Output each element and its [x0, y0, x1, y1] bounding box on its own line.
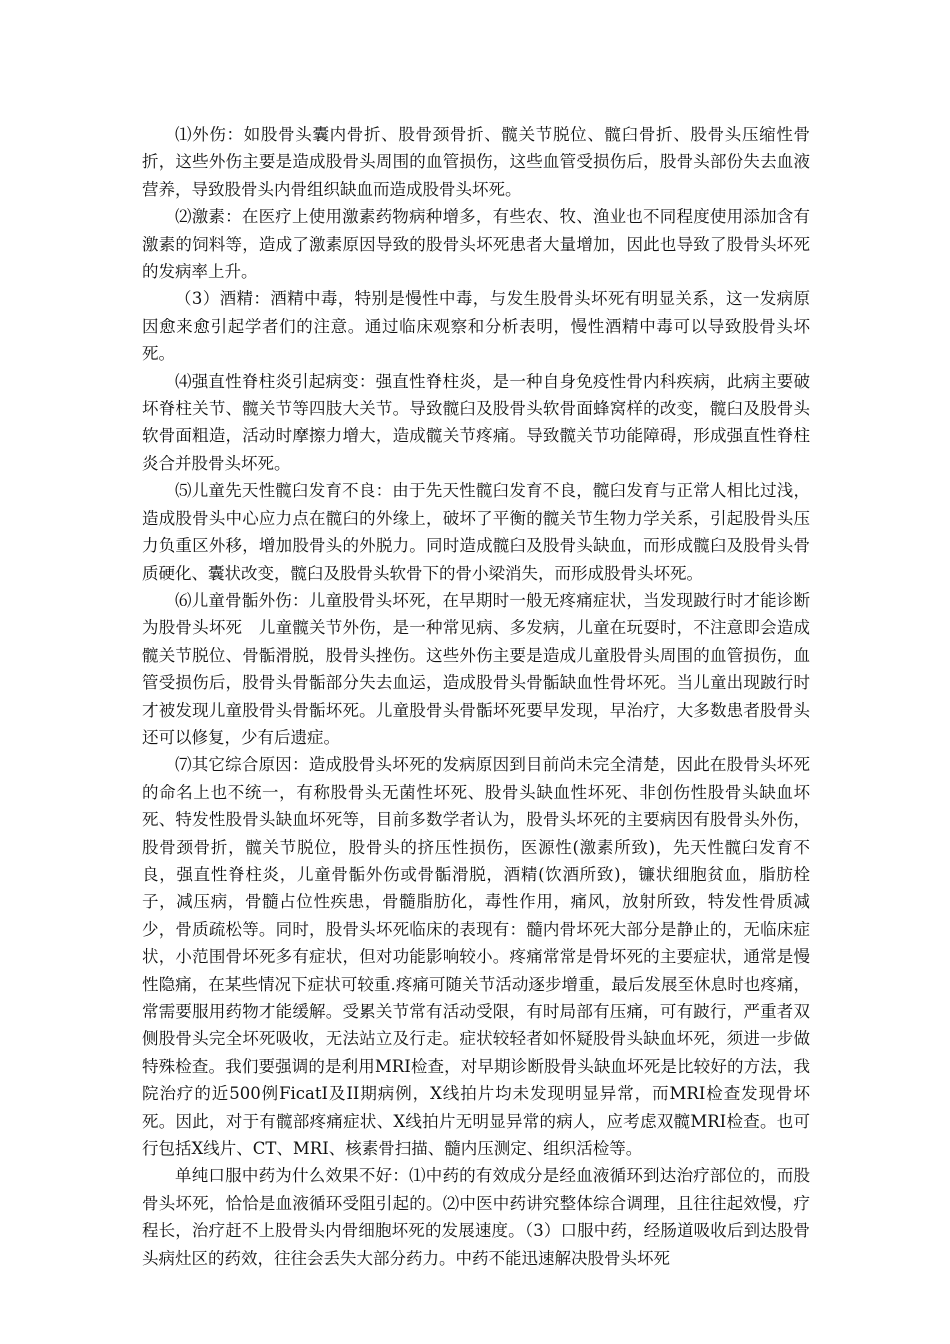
paragraph-oral-medicine: 单纯口服中药为什么效果不好：⑴中药的有效成分是经血液循环到达治疗部位的，而股骨头坏死，恰恰是血液循环受阻引起的。⑵中医中药讲究整体综合调理，且往往起效慢，疗程长，治疗赶不上股骨头内骨细胞坏死的发展速度。（3）口服中药，经肠道吸收后到达股骨头病灶区的药效，往往会丢失大部分药力。中药不能迅速解决股骨头坏死 — [142, 1166, 810, 1268]
paragraph-other-causes: ⑺其它综合原因：造成股骨头坏死的发病原因到目前尚未完全清楚，因此在股骨头坏死的命名上也不统一，有称股骨头无菌性坏死、股骨头缺血性坏死、非创伤性股骨头缺血坏死、特发性股骨头缺血坏死等，目前多数学者认为，股骨头坏死的主要病因有股骨头外伤，股骨颈骨折，髋关节脱位，股骨头的挤压性损伤，医源性(激素所致)，先天性髋臼发育不良，强直性脊柱炎，儿童骨骺外伤或骨骺滑脱，酒精(饮酒所致)，镰状细胞贫血，脂肪栓子，减压病，骨髓占位性疾患，骨髓脂肪化，毒性作用，痛风，放射所致，特发性骨质减少，骨质疏松等。同时，股骨头坏死临床的表现有：髓内骨坏死大部分是静止的，无临床症状，小范围骨坏死多有症状，但对功能影响较小。疼痛常常是骨坏死的主要症状，通常是慢性隐痛，在某些情况下症状可较重.疼痛可随关节活动逐步增重，最后发展至休息时也疼痛，常需要服用药物才能缓解。受累关节常有活动受限，有时局部有压痛，可有跛行，严重者双侧股骨头完全坏死吸收，无法站立及行走。症状较轻者如怀疑股骨头缺血坏死，须进一步做特殊检查。我们要强调的是利用MRI检查，对早期诊断股骨头缺血坏死是比较好的方法，我院治疗的近500例FicatI及II期病例，X线拍片均未发现明显异常，而MRI检查发现骨坏死。因此，对于有髋部疼痛症状、X线拍片无明显异常的病人，应考虑双髋MRI检查。也可行包括X线片、CT、MRI、核素骨扫描、髓内压测定、组织活检等。 — [142, 755, 810, 1159]
paragraph-hormone: ⑵激素：在医疗上使用激素药物病种增多，有些农、牧、渔业也不同程度使用添加含有激素的饲料等，造成了激素原因导致的股骨头坏死患者大量增加，因此也导致了股骨头坏死的发病率上升。 — [142, 207, 810, 282]
paragraph-epiphysis-trauma: ⑹儿童骨骺外伤：儿童股骨头坏死，在早期时一般无疼痛症状，当发现跛行时才能诊断为股骨头坏死 儿童髋关节外伤，是一种常见病、多发病，儿童在玩耍时，不注意即会造成髋关节脱位、骨骺滑脱，股骨头挫伤。这些外伤主要是造成儿童股骨头周围的血管损伤，血管受损伤后，股骨头骨骺部分失去血运，造成股骨头骨骺缺血性骨坏死。当儿童出现跛行时才被发现儿童股骨头骨骺坏死。儿童股骨头骨骺坏死要早发现，早治疗，大多数患者股骨头还可以修复，少有后遗症。 — [142, 590, 810, 747]
paragraph-hip-dysplasia: ⑸儿童先天性髋臼发育不良：由于先天性髋臼发育不良，髋臼发育与正常人相比过浅，造成股骨头中心应力点在髋臼的外缘上，破坏了平衡的髋关节生物力学关系，引起股骨头压力负重区外移，增加股骨头的外脱力。同时造成髋臼及股骨头缺血，而形成髋臼及股骨头骨质硬化、囊状改变，髋臼及股骨头软骨下的骨小梁消失，而形成股骨头坏死。 — [142, 481, 810, 583]
document-body — [142, 121, 810, 1272]
paragraph-ankylosing-spondylitis: ⑷强直性脊柱炎引起病变：强直性脊柱炎，是一种自身免疫性骨内科疾病，此病主要破坏脊柱关节、髋关节等四肢大关节。导致髋臼及股骨头软骨面蜂窝样的改变，髋臼及股骨头软骨面粗造，活动时摩擦力增大，造成髋关节疼痛。导致髋关节功能障碍，形成强直性脊柱炎合并股骨头坏死。 — [142, 371, 810, 473]
paragraph-alcohol: （3）酒精：酒精中毒，特别是慢性中毒，与发生股骨头坏死有明显关系，这一发病原因愈来愈引起学者们的注意。通过临床观察和分析表明，慢性酒精中毒可以导致股骨头坏死。 — [142, 289, 810, 364]
paragraph-trauma: ⑴外伤：如股骨头囊内骨折、股骨颈骨折、髋关节脱位、髋臼骨折、股骨头压缩性骨折，这些外伤主要是造成股骨头周围的血管损伤，这些血管受损伤后，股骨头部份失去血液营养，导致股骨头内骨组织缺血而造成股骨头坏死。 — [142, 125, 810, 199]
